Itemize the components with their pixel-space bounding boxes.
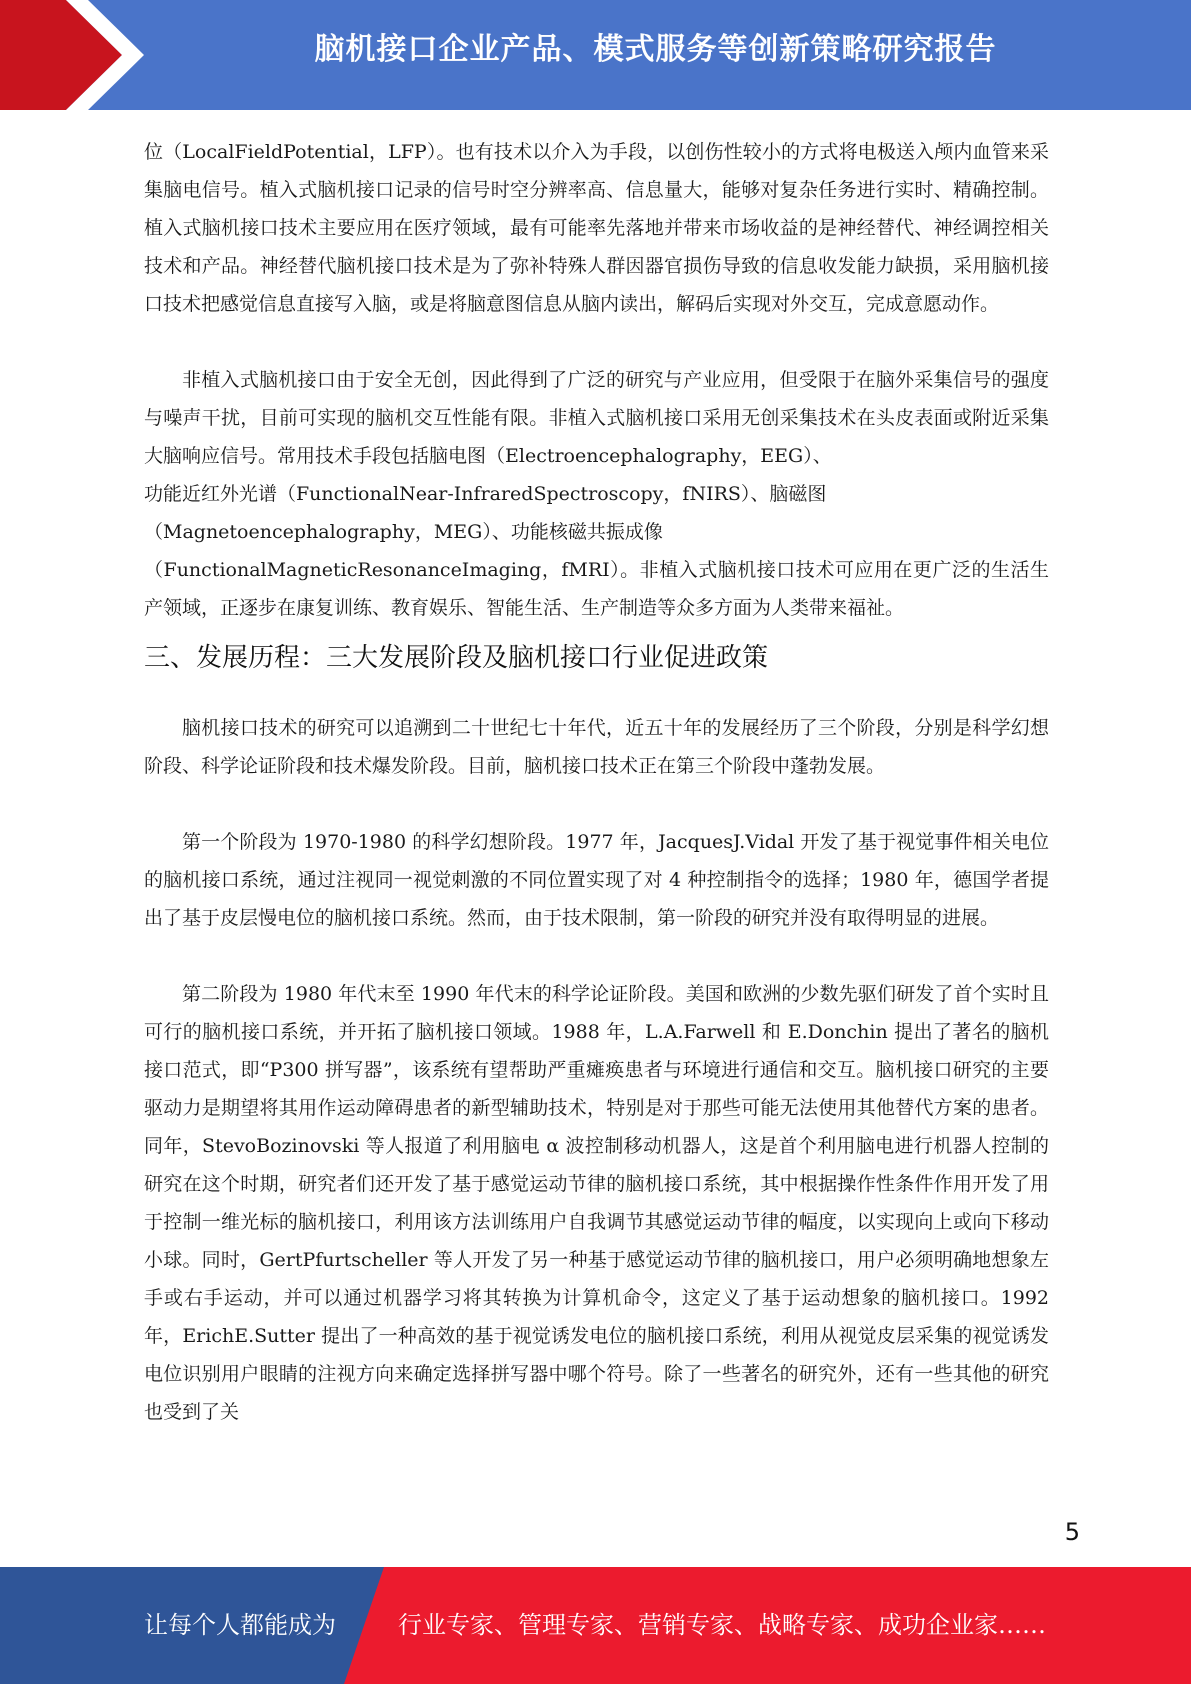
- body-paragraph-line: 功能近红外光谱（FunctionalNear-InfraredSpectroscopy，fNIRS）、脑磁图: [144, 483, 827, 505]
- body-content: [144, 133, 1049, 1431]
- footer-slogan-left: 让每个人都能成为: [144, 1611, 336, 1639]
- body-paragraph: 第二阶段为 1980 年代末至 1990 年代末的科学论证阶段。美国和欧洲的少数先驱们研发了首个实时且可行的脑机接口系统，并开拓了脑机接口领域。1988 年，L.A.Farwell 和 E.Donchin 提出了著名的脑机接口范式，即“P300 拼写器”，该系统有望帮助严重瘫痪患者与环境进行通信和交互。脑机接口研究的主要驱动力是期望将其用作运动障碍患者的新型辅助技术，特别是对于那些可能无法使用其他替代方案的患者。同年，StevoBozinovski 等人报道了利用脑电 α 波控制移动机器人，这是首个利用脑电进行机器人控制的研究在这个时期，研究者们还开发了基于感觉运动节律的脑机接口系统，其中根据操作性条件作用开发了用于控制一维光标的脑机接口，利用该方法训练用户自我调节其感觉运动节律的幅度，以实现向上或向下移动小球。同时，GertPfurtscheller 等人开发了另一种基于感觉运动节律的脑机接口，用户必须明确地想象左手或右手运动，并可以通过机器学习将其转换为计算机命令，这定义了基于运动想象的脑机接口。1992 年，ErichE.Sutter 提出了一种高效的基于视觉诱发电位的脑机接口系统，利用从视觉皮层采集的视觉诱发电位识别用户眼睛的注视方向来确定选择拼写器中哪个符号。除了一些著名的研究外，还有一些其他的研究也受到了关: [144, 983, 1049, 1423]
- page-number: 5: [1064, 1518, 1080, 1546]
- section-heading: 三、发展历程：三大发展阶段及脑机接口行业促进政策: [144, 643, 769, 673]
- body-paragraph: 脑机接口技术的研究可以追溯到二十世纪七十年代，近五十年的发展经历了三个阶段，分别是科学幻想阶段、科学论证阶段和技术爆发阶段。目前，脑机接口技术正在第三个阶段中蓬勃发展。: [144, 717, 1049, 777]
- body-paragraph-line: （FunctionalMagneticResonanceImaging，fMRI）。非植入式脑机接口技术可应用在更广泛的生活生产领域，正逐步在康复训练、教育娱乐、智能生活、生产制造等众多方面为人类带来福祉。: [144, 559, 1049, 619]
- body-paragraph: 非植入式脑机接口由于安全无创，因此得到了广泛的研究与产业应用，但受限于在脑外采集信号的强度与噪声干扰，目前可实现的脑机交互性能有限。非植入式脑机接口采用无创采集技术在头皮表面或附近采集大脑响应信号。常用技术手段包括脑电图（Electroencephalography，EEG）、: [144, 369, 1049, 467]
- body-paragraph: 位（LocalFieldPotential，LFP）。也有技术以介入为手段，以创伤性较小的方式将电极送入颅内血管来采集脑电信号。植入式脑机接口记录的信号时空分辨率高、信息量大，能够对复杂任务进行实时、精确控制。植入式脑机接口技术主要应用在医疗领域，最有可能率先落地并带来市场收益的是神经替代、神经调控相关技术和产品。神经替代脑机接口技术是为了弥补特殊人群因器官损伤导致的信息收发能力缺损，采用脑机接口技术把感觉信息直接写入脑，或是将脑意图信息从脑内读出，解码后实现对外交互，完成意愿动作。: [144, 141, 1049, 315]
- header-title: 脑机接口企业产品、模式服务等创新策略研究报告: [314, 32, 997, 67]
- footer-slogan-right: 行业专家、管理专家、营销专家、战略专家、成功企业家……: [398, 1611, 1046, 1639]
- body-paragraph: 第一个阶段为 1970-1980 的科学幻想阶段。1977 年，JacquesJ.Vidal 开发了基于视觉事件相关电位的脑机接口系统，通过注视同一视觉刺激的不同位置实现了对 4 种控制指令的选择；1980 年，德国学者提出了基于皮层慢电位的脑机接口系统。然而，由于技术限制，第一阶段的研究并没有取得明显的进展。: [144, 831, 1049, 929]
- body-paragraph-line: （Magnetoencephalography，MEG）、功能核磁共振成像: [144, 521, 663, 543]
